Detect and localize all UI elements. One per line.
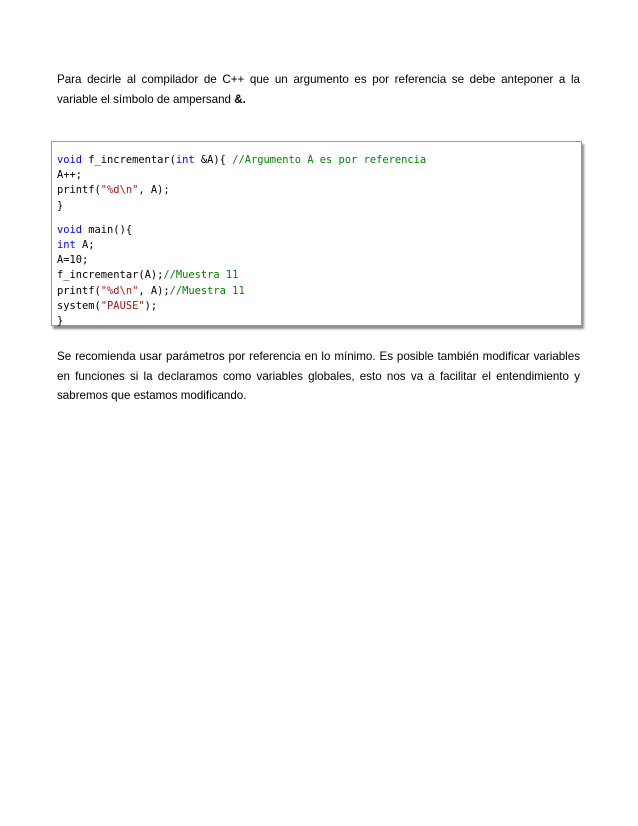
code-text: printf( [57,184,101,197]
code-comment: //Muestra 11 [163,269,239,282]
code-line [57,284,426,299]
code-string: "%d\n" [100,284,139,297]
code-text: A++; [57,169,83,182]
code-text: system( [57,299,101,312]
code-line [57,238,426,253]
code-line [57,314,426,329]
code-keyword: void [57,223,83,236]
code-listing [57,153,426,329]
code-text: , A); [138,184,170,197]
code-line [57,253,426,268]
code-blank-line [57,214,426,223]
code-line [57,223,426,238]
code-text: A=10; [57,254,89,267]
code-line [57,299,426,314]
code-line [57,153,426,168]
code-line [57,199,426,214]
code-keyword: int [175,154,195,166]
code-text: f_incrementar( [82,154,176,166]
code-text: main(){ [82,223,133,236]
code-text: f_incrementar(A); [57,269,164,282]
recommendation-paragraph: Se recomienda usar parámetros por referencia en lo mínimo. Es posible también modificar variables en funciones si la declaramos como variables globales, esto nos va a facilitar el entendimiento y sabremos que estamos modificando. [57,350,580,402]
intro-paragraph-text: Para decirle al compilador de C++ que un argumento es por referencia se debe anteponer a la variable el símbolo de ampersand [57,73,580,106]
code-comment: //Muestra 11 [169,284,245,297]
code-text: , A); [138,284,170,297]
code-line [57,183,426,198]
code-string: "PAUSE" [100,299,145,312]
code-text: A; [75,238,95,251]
code-text: ); [144,299,158,312]
code-comment: //Argumento A es por referencia [232,154,427,166]
code-string: "%d\n" [100,184,139,197]
code-text: &A){ [194,154,233,166]
intro-paragraph [57,70,580,109]
code-line [57,268,426,283]
code-line [57,168,426,183]
code-block [51,141,582,326]
code-keyword: void [57,154,83,166]
code-text: printf( [57,284,101,297]
ampersand-emphasis: &. [234,92,246,106]
code-text: } [57,314,64,327]
code-keyword: int [57,238,76,251]
code-text: } [57,199,64,212]
